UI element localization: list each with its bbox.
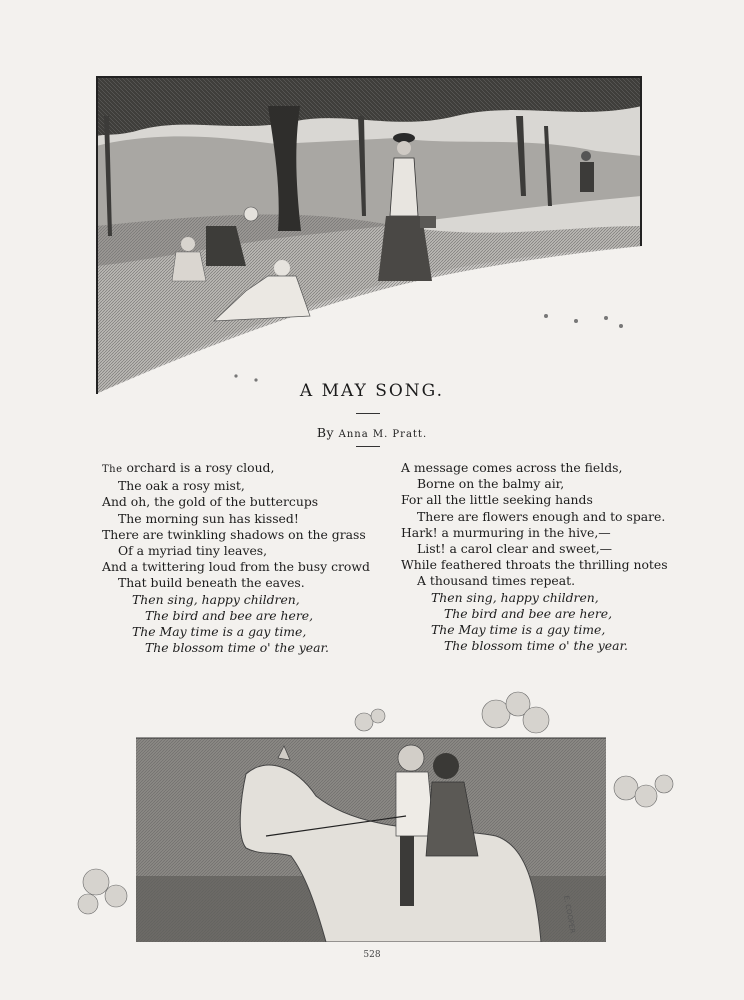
poem-line: And oh, the gold of the buttercups — [102, 494, 319, 510]
poem-line: The oak a rosy mist, — [118, 478, 245, 494]
byline-divider — [356, 446, 380, 447]
poem-line: A thousand times repeat. — [417, 573, 576, 589]
author-name: Anna M. Pratt. — [338, 429, 428, 440]
byline-prefix: By — [316, 425, 335, 440]
refrain-line: The bird and bee are here, — [444, 605, 613, 621]
poem-line: Of a myriad tiny leaves, — [118, 543, 268, 559]
page-number: 528 — [363, 950, 381, 960]
drop-cap-word: The — [102, 464, 123, 475]
stanza-2 — [401, 460, 701, 654]
orchard-illustration — [96, 76, 642, 394]
poem-line: For all the little seeking hands — [401, 492, 593, 508]
poem-line: While feathered throats the thrilling notes — [401, 557, 668, 573]
stanza-1 — [102, 460, 402, 656]
poem-line: Hark! a murmuring in the hive,— — [401, 524, 611, 540]
refrain-line: The blossom time o' the year. — [444, 638, 628, 654]
refrain-line: The May time is a gay time, — [132, 624, 307, 640]
refrain-line: The blossom time o' the year. — [145, 640, 329, 656]
poem-line: There are twinkling shadows on the grass — [102, 526, 366, 542]
refrain-line: The May time is a gay time, — [431, 622, 606, 638]
poem-line: Borne on the balmy air, — [417, 476, 565, 492]
poem-line: List! a carol clear and sweet,— — [417, 541, 613, 557]
refrain-line: Then sing, happy children, — [431, 589, 599, 605]
poem-line: There are flowers enough and to spare. — [417, 508, 666, 524]
artist-signature: E. COOPER — [562, 894, 577, 935]
poem-line-text: orchard is a rosy cloud, — [122, 460, 275, 475]
poem-title: A MAY SONG. — [299, 381, 445, 401]
refrain-line: The bird and bee are here, — [145, 607, 314, 623]
title-divider — [356, 413, 380, 414]
horse-illustration — [66, 686, 684, 942]
poem-line: That build beneath the eaves. — [118, 575, 305, 591]
poem-line — [102, 460, 402, 478]
poem-line: A message comes across the fields, — [401, 460, 623, 475]
refrain-line: Then sing, happy children, — [132, 591, 300, 607]
poem-line: The morning sun has kissed! — [118, 510, 299, 526]
byline — [0, 425, 744, 440]
poem-line: And a twittering loud from the busy crowd — [102, 559, 370, 575]
